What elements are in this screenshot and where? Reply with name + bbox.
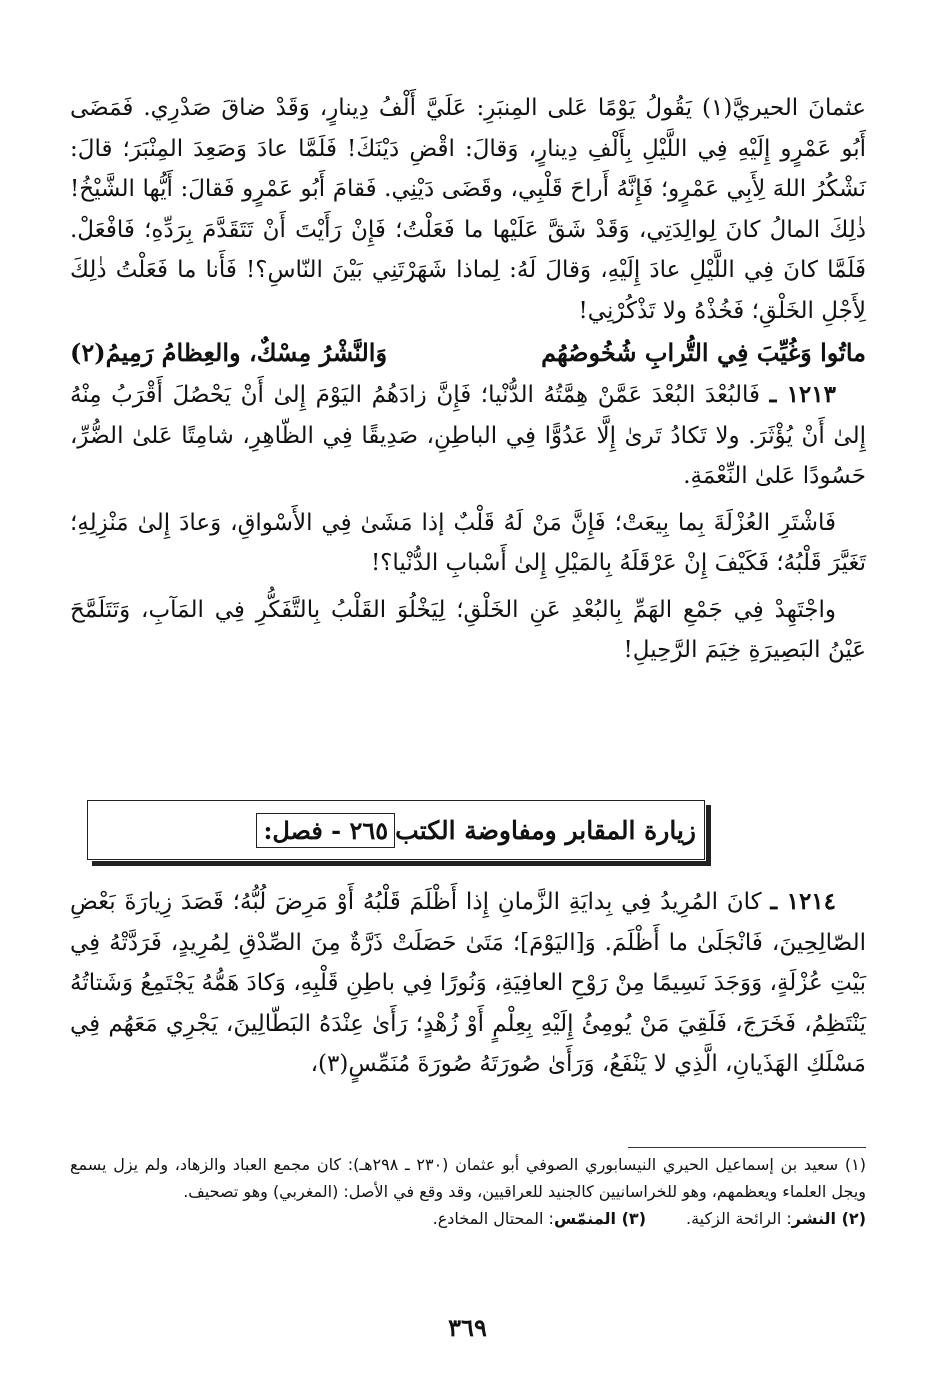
paragraph-1213	[70, 375, 866, 497]
footnotes-2-3	[70, 1205, 866, 1232]
main-text	[70, 88, 866, 671]
poetry-verse	[70, 331, 866, 375]
verse-hemistich-left: وَالنَّشْرُ مِسْكٌ، والعِظامُ رَمِيمُ(٢)	[70, 338, 388, 367]
footnote-2	[686, 1205, 866, 1232]
footnote-3-text: : المحتال المخادع.	[432, 1209, 554, 1228]
page-number: ٣٦٩	[448, 1313, 487, 1342]
paragraph-number-1213: ١٢١٣ ـ	[769, 381, 836, 408]
paragraph-1213-text: فَالبُعْدَ البُعْدَ عَمَّنْ هِمَّتُهُ الدُّنْيا؛ فَإِنَّ زادَهُمُ اليَوْمَ إِلىٰ أَنْ يَحْصُلَ أَقْرَبُ مِنْهُ إِلىٰ أَنْ يُؤْثَرَ. ولا تَكادُ تَرىٰ إِلَّا عَدُوًّا فِي الباطِنِ، صَدِيقًا فِي الظّاهِرِ، شامِتًا عَلىٰ الضُّرِّ، حَسُودًا عَلىٰ النِّعْمَةِ.	[70, 382, 866, 489]
section-label: ٢٦٥ - فصل:	[256, 813, 395, 848]
paragraph-number-1214: ١٢١٤ ـ	[770, 888, 837, 915]
footnote-2-text: : الرائحة الزكية.	[686, 1209, 792, 1228]
footnote-1: (١) سعيد بن إسماعيل الحيري النيسابوري الصوفي أبو عثمان (٢٣٠ ـ ٢٩٨هـ): كان مجمع العباد والزهاد، ولم يزل يسمع ويجل العلماء ويعظمهم، وهو للخراسانيين كالجنيد للعراقيين، وقد وقع في الأصل: (المغربي) وهو تصحيف.	[70, 1155, 866, 1201]
footnotes	[70, 1151, 866, 1232]
footnote-3-label: (٣) المنمّس	[553, 1209, 646, 1228]
footnote-3	[433, 1205, 646, 1232]
section-header	[87, 800, 705, 860]
verse-hemistich-right: ماتُوا وَغُيِّبَ فِي التُّرابِ شُخُوصُهُم	[541, 338, 866, 367]
section-text	[70, 882, 866, 1085]
paragraph-1214-text: كانَ المُرِيدُ فِي بِدايَةِ الزَّمانِ إِذا أَظْلَمَ قَلْبُهُ أَوْ مَرِضَ لُبُّهُ؛ قَصَدَ زِيارَةَ بَعْضِ الصّالِحِينَ، فَانْجَلَىٰ ما أَظْلَمَ. وَ[اليَوْمَ]؛ مَتَىٰ حَصَلَتْ ذَرَّةٌ مِنَ الصِّدْقِ لِمُرِيدٍ، فَرَدَّتْهُ فِي بَيْتِ عُزْلَةٍ، وَوَجَدَ نَسِيمًا مِنْ رَوْحِ العافِيَةِ، وَنُورًا فِي باطِنِ قَلْبِهِ، وَكادَ هَمُّهُ يَجْتَمِعُ وَشَتاتُهُ يَنْتَظِمُ، فَخَرَجَ، فَلَقِيَ مَنْ يُومِئُ إِلَيْهِ بِعِلْمٍ أَوْ زُهْدٍ؛ رَأَىٰ عِنْدَهُ البَطّالِينَ، يَجْرِي مَعَهُم فِي مَسْلَكِ الهَذَيانِ، الَّذِي لا يَنْفَعُ، وَرَأَىٰ صُورَتَهُ صُورَةَ مُنَمِّسٍ(٣)،	[70, 889, 866, 1077]
paragraph-effort: واجْتَهِدْ فِي جَمْعِ الهَمِّ بِالبُعْدِ عَنِ الخَلْقِ؛ لِيَخْلُوَ القَلْبُ بِالتَّفَكُّرِ فِي المَآبِ، وَتَتَلَمَّحَ عَيْنُ البَصِيرَةِ خِيَمَ الرَّحِيلِ!	[70, 596, 866, 663]
footnote-2-label: (٢) النشر	[791, 1209, 866, 1228]
paragraph-story: عثمانَ الحيريَّ(١) يَقُولُ يَوْمًا عَلى المِنبَرِ: عَلَيَّ أَلْفُ دِينارٍ، وَقَدْ ضاقَ صَدْرِي. فَمَضَى أَبُو عَمْرٍو إِلَيْهِ فِي اللَّيْلِ بِأَلْفِ دِينارٍ، وَقالَ: اقْضِ دَيْنَكَ! فَلَمَّا عادَ وَصَعِدَ المِنْبَرَ؛ قالَ: نَشْكُرُ اللهَ لِأَبِي عَمْرٍو؛ فَإِنَّهُ أَراحَ قَلْبِي، وقَضَى دَيْنِي. فَقامَ أَبُو عَمْرٍو فَقالَ: أَيُّها الشَّيْخُ! ذٰلِكَ المالُ كانَ لِوالِدَتِي، وَقَدْ شَقَّ عَلَيْها ما فَعَلْتُ؛ فَإِنْ رَأَيْتَ أَنْ تَتَقَدَّمَ بِرَدِّهِ؛ فَافْعَلْ. فَلَمَّا كانَ فِي اللَّيْلِ عادَ إِلَيْهِ، وَقالَ لَهُ: لِماذا شَهَرْتَنِي بَيْنَ النّاسِ؟! فَأَنا ما فَعَلْتُ ذٰلِكَ لِأَجْلِ الخَلْقِ؛ فَخُذْهُ ولا تَذْكُرْنِي!	[70, 95, 867, 324]
section-title: زيارة المقابر ومفاوضة الكتب	[395, 815, 696, 845]
paragraph-1214	[70, 882, 866, 1085]
paragraph-seclusion: فَاشْتَرِ العُزْلَةَ بِما بِيعَتْ؛ فَإِنَّ مَنْ لَهُ قَلْبٌ إذا مَشَىٰ فِي الأَسْواقِ، وَعادَ إِلىٰ مَنْزِلِهِ؛ تَغَيَّرَ قَلْبُهُ؛ فَكَيْفَ إِنْ عَرْقَلَهُ بِالمَيْلِ إِلىٰ أَسْبابِ الدُّنْيا؟!	[70, 509, 866, 576]
footnote-divider	[628, 1147, 866, 1148]
